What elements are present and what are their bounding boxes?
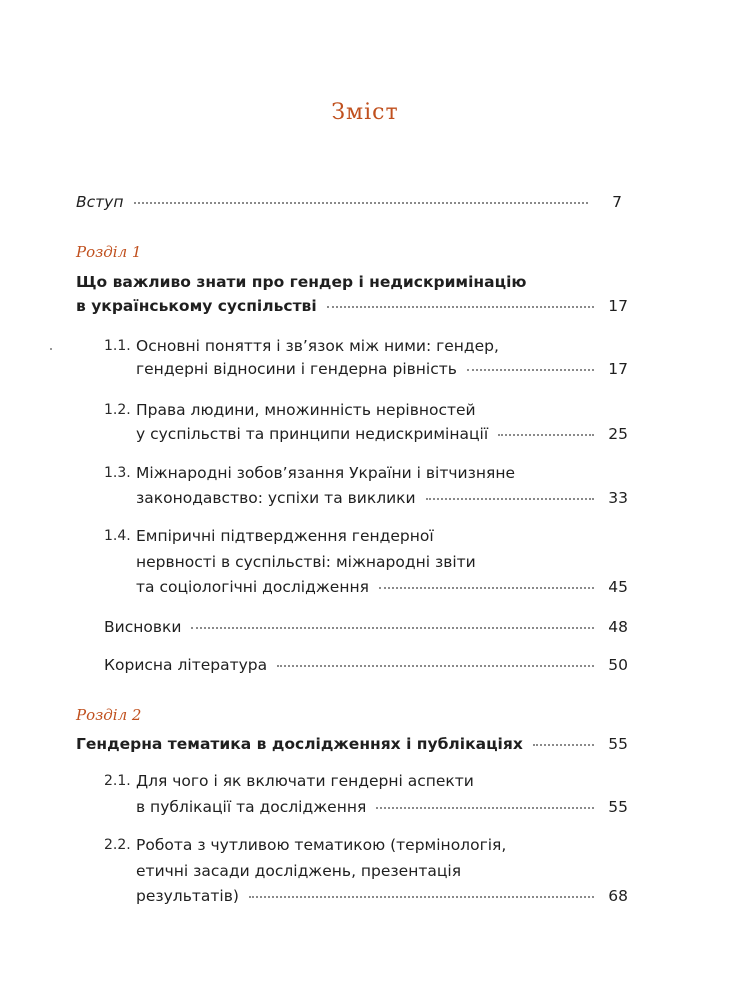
- toc-entry-label: Корисна література: [104, 656, 268, 674]
- toc-entry-1-1: [136, 358, 628, 380]
- dot-leader: [498, 434, 594, 436]
- toc-entry-intro: [76, 191, 622, 213]
- toc-entry-2-1: [136, 796, 628, 818]
- section-number: 1.1.: [104, 338, 131, 354]
- print-speck: [50, 348, 52, 350]
- toc-page-number: 55: [608, 798, 628, 816]
- section-title-line: Основні поняття і зв’язок між ними: гендер,: [136, 337, 499, 355]
- section-title-line: гендерні відносини і гендерна рівність: [136, 360, 457, 378]
- section-number: 1.4.: [104, 528, 131, 544]
- toc-page-number: 45: [608, 578, 628, 596]
- dot-leader: [277, 665, 594, 667]
- toc-entry-chapter-1: [76, 295, 628, 317]
- chapter-2-label: Розділ 2: [76, 706, 142, 724]
- toc-page-number: 17: [608, 360, 628, 378]
- section-number: 2.1.: [104, 773, 131, 789]
- toc-entry-literature: [104, 654, 628, 676]
- dot-leader: [379, 587, 594, 589]
- toc-entry-chapter-2: [76, 733, 628, 755]
- toc-page-number: 50: [608, 656, 628, 674]
- section-title-line: в публікації та дослідження: [136, 798, 367, 816]
- section-title-line: Емпіричні підтвердження гендерної: [136, 527, 434, 545]
- section-title-line: етичні засади досліджень, презентація: [136, 862, 462, 880]
- chapter-1-label: Розділ 1: [76, 243, 142, 261]
- toc-entry-1-4: [136, 576, 628, 598]
- toc-page-number: 68: [608, 887, 628, 905]
- section-number: 2.2.: [104, 837, 131, 853]
- section-number: 1.2.: [104, 402, 131, 418]
- dot-leader: [426, 498, 594, 500]
- section-title-line: Права людини, множинність нерівностей: [136, 401, 476, 419]
- toc-entry-label: Вступ: [76, 193, 124, 211]
- section-title-line: Для чого і як включати гендерні аспекти: [136, 772, 474, 790]
- toc-entry-conclusions: [104, 616, 628, 638]
- dot-leader: [467, 369, 594, 371]
- section-title-line: Міжнародні зобов’язання України і вітчизняне: [136, 464, 515, 482]
- section-title-line: нервності в суспільстві: міжнародні звіти: [136, 553, 476, 571]
- toc-page-number: 25: [608, 425, 628, 443]
- dot-leader: [249, 896, 594, 898]
- dot-leader: [376, 807, 594, 809]
- toc-page-number: 17: [608, 297, 628, 315]
- section-title-line: Робота з чутливою тематикою (термінологія,: [136, 836, 507, 854]
- section-title-line: у суспільстві та принципи недискримінації: [136, 425, 489, 443]
- section-number: 1.3.: [104, 465, 131, 481]
- toc-page-number: 55: [608, 735, 628, 753]
- dot-leader: [134, 202, 589, 204]
- chapter-2-title: Гендерна тематика в дослідженнях і публікаціях: [76, 735, 523, 753]
- toc-entry-1-3: [136, 487, 628, 509]
- section-title-line: результатів): [136, 887, 239, 905]
- chapter-1-title-line-1: Що важливо знати про гендер і недискримінацію: [76, 273, 527, 291]
- toc-page-number: 33: [608, 489, 628, 507]
- toc-title: Зміст: [331, 100, 399, 125]
- chapter-1-title-line-2: в українському суспільстві: [76, 297, 317, 315]
- toc-page-number: 7: [612, 193, 622, 211]
- toc-page-number: 48: [608, 618, 628, 636]
- toc-entry-label: Висновки: [104, 618, 182, 636]
- toc-entry-2-2: [136, 885, 628, 907]
- section-title-line: законодавство: успіхи та виклики: [136, 489, 416, 507]
- dot-leader: [327, 306, 594, 308]
- dot-leader: [191, 627, 594, 629]
- toc-entry-1-2: [136, 423, 628, 445]
- section-title-line: та соціологічні дослідження: [136, 578, 369, 596]
- dot-leader: [533, 744, 594, 746]
